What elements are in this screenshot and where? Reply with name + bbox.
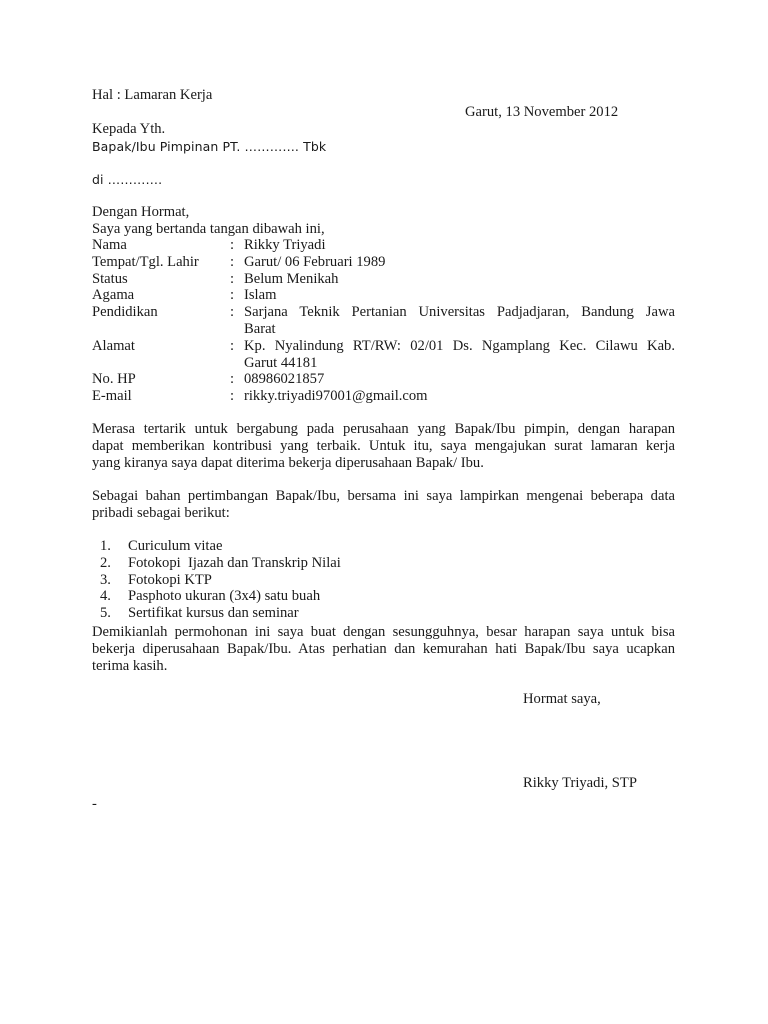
identity-colon: : (230, 237, 235, 253)
list-item (100, 538, 341, 555)
list-number: 2. (100, 554, 111, 571)
identity-label: Status (92, 270, 128, 287)
paragraph-line: Demikianlah permohonan ini saya buat dengan sesungguhnya, besar harapan saya untuk bisa (92, 624, 675, 640)
list-number: 5. (100, 605, 111, 622)
paragraph-line: pribadi sebagai berikut: (92, 505, 230, 521)
identity-value: Islam (244, 287, 277, 304)
identity-value-continuation: Garut 44181 (244, 354, 318, 371)
list-text: Sertifikat kursus dan seminar (128, 605, 299, 622)
paragraph-line: dapat memberikan kontribusi yang terbaik. Untuk itu, saya mengajukan surat lamaran kerja (92, 438, 675, 454)
identity-label: Pendidikan (92, 304, 158, 321)
identity-value (244, 304, 675, 338)
place-date: Garut, 13 November 2012 (465, 104, 619, 120)
identity-value (244, 338, 675, 372)
identity-label: E-mail (92, 388, 132, 405)
identity-colon: : (230, 304, 235, 321)
list-number: 3. (100, 571, 111, 588)
paragraph-attachments-intro (92, 488, 675, 522)
recipient-line-1: Kepada Yth. (92, 121, 166, 137)
identity-value: 08986021857 (244, 371, 325, 388)
paragraph-line: terima kasih. (92, 658, 168, 674)
paragraph-closing (92, 624, 675, 675)
list-item (100, 588, 341, 605)
identity-label: Agama (92, 287, 135, 304)
identity-colon: : (230, 253, 235, 270)
list-item (100, 605, 341, 622)
letter-subject: Hal : Lamaran Kerja (92, 87, 213, 103)
paragraph-line: bekerja diperusahaan Bapak/Ibu. Atas perhatian dan kemurahan hati Bapak/Ibu saya ucapkan (92, 641, 675, 657)
paragraph-line: Merasa tertarik untuk bergabung pada perusahaan yang Bapak/Ibu pimpin, dengan harapan (92, 421, 675, 437)
identity-row-nama (92, 237, 675, 254)
identity-colon: : (230, 371, 235, 388)
attachment-list (100, 538, 341, 622)
identity-label: Tempat/Tgl. Lahir (92, 253, 199, 270)
list-text: Pasphoto ukuran (3x4) satu buah (128, 588, 321, 605)
identity-value: rikky.triyadi97001@gmail.com (244, 388, 428, 405)
list-text: Fotokopi Ijazah dan Transkrip Nilai (128, 554, 341, 571)
recipient-line-2: Bapak/Ibu Pimpinan PT. …………. Tbk (92, 139, 327, 154)
identity-value: Belum Menikah (244, 270, 339, 287)
identity-value-continuation: Barat (244, 320, 276, 337)
paragraph-line: Sebagai bahan pertimbangan Bapak/Ibu, bersama ini saya lampirkan mengenai beberapa data (92, 488, 675, 504)
identity-colon: : (230, 270, 235, 287)
list-item (100, 572, 341, 589)
list-item (100, 555, 341, 572)
identity-label: Alamat (92, 337, 135, 354)
identity-value-line: Kp. Nyalindung RT/RW: 02/01 Ds. Ngamplang Kec. Cilawu Kab. (244, 337, 675, 354)
identity-label: No. HP (92, 371, 136, 388)
identity-label: Nama (92, 237, 127, 253)
identity-row-agama (92, 287, 675, 304)
identity-row-ttl (92, 254, 675, 271)
identity-table (92, 237, 675, 405)
identity-colon: : (230, 337, 235, 354)
intro-line: Saya yang bertanda tangan dibawah ini, (92, 221, 325, 237)
list-number: 1. (100, 538, 111, 554)
identity-value-line: Sarjana Teknik Pertanian Universitas Padjadjaran, Bandung Jawa (244, 304, 675, 321)
identity-colon: : (230, 388, 235, 405)
list-number: 4. (100, 588, 111, 605)
paragraph-line: yang kiranya saya dapat diterima bekerja diperusahaan Bapak/ Ibu. (92, 455, 484, 471)
recipient-line-3: di …………. (92, 172, 163, 187)
closing-salutation: Hormat saya, (523, 691, 601, 707)
identity-value: Rikky Triyadi (244, 237, 326, 253)
identity-row-hp (92, 371, 675, 388)
list-text: Fotokopi KTP (128, 571, 212, 588)
identity-row-pendidikan (92, 304, 675, 338)
identity-value: Garut/ 06 Februari 1989 (244, 253, 386, 270)
identity-row-alamat (92, 338, 675, 372)
greeting: Dengan Hormat, (92, 204, 190, 220)
identity-colon: : (230, 287, 235, 304)
identity-row-status (92, 271, 675, 288)
signature-name: Rikky Triyadi, STP (523, 775, 637, 791)
trailing-mark: - (92, 796, 97, 812)
list-text: Curiculum vitae (128, 538, 223, 554)
paragraph-interest (92, 421, 675, 472)
identity-row-email (92, 388, 675, 405)
